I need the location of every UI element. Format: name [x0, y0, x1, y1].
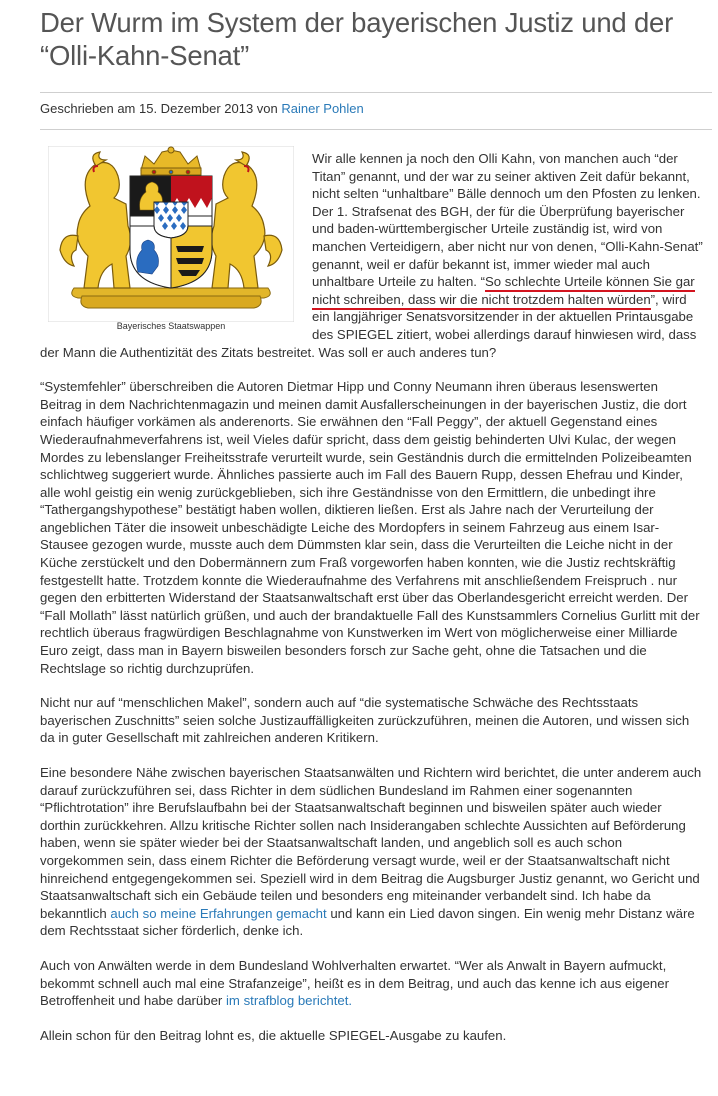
article-body [40, 150, 703, 1044]
paragraph-1-rest: ”, wird ein langjähriger Senatsvorsitzender in der aktuellen Printausgabe des SPIEGEL zitiert, wobei allerdings darauf hinwiesen wird, dass der Mann die Authentizität des Zitats bestreitet. Was soll er auch anderes tun? [40, 291, 697, 360]
coat-of-arms-image [48, 146, 294, 322]
paragraph-4 [40, 764, 703, 940]
paragraph-4-rest: und kann ein Lied davon singen. Ein wenig mehr Distanz wäre dem Rechtsstaat sicher förderlich, denke ich. [40, 905, 695, 939]
paragraph-4-text: Eine besondere Nähe zwischen bayerischen Staatsanwälten und Richtern wird berichtet, die unter anderem auch darauf zurückzuführen sei, dass Richter in dem südlichen Bundesland im Rahmen einer sogenannten “Pflichtrotation” ihre Berufslaufbahn bei der Staatsanwaltschaft beginnen und bisweilen später auch wieder dorthin zurückkehren. Allzu kritische Richter sollen nach Insiderangaben schlechte Aussichten auf Beförderung haben, wenn sie später wieder bei der Staatsanwaltschaft landen, und angeblich soll es auch schon vorgekommen sein, dass einem Richter die Beförderung versagt wurde, weil er der Staatsanwaltschaft nicht hinreichend entgegengekommen sei. Speziell wird in dem Beitrag die Augsburger Justiz genannt, wo Gericht und Staatsanwaltschaft sich ein Gebäude teilen und besonders eng miteinander verbandelt sind. Ich habe da bekanntlich [40, 765, 702, 921]
coat-of-arms-figure [46, 146, 296, 332]
highlighted-quote: So schlechte Urteile können Sie gar nicht schreiben, dass wir die nicht trotzdem halten würden [312, 274, 695, 310]
experiences-link[interactable]: auch so meine Erfahrungen gemacht [110, 905, 327, 921]
strafblog-link[interactable]: im strafblog berichtet. [226, 993, 353, 1009]
paragraph-2: “Systemfehler” überschreiben die Autoren Dietmar Hipp und Conny Neumann ihren überaus lesenswerten Beitrag in dem Nachrichtenmagazin und meinen damit Ausfallerscheinungen in der bayerischen Justiz, die dort einfach häufiger vorkämen als anderenorts. Sie erwähnen den “Fall Peggy”, der aktuell Gegenstand eines Wiederaufnahmeverfahrens ist, weil Vieles dafür spricht, dass dem geistig behinderten Ulvi Kulac, der wegen Mordes zu lebenslanger Freiheitsstrafe verurteilt wurde, sein Geständnis durch die ermittelnden Polizeibeamten schlichtweg suggeriert wurde. Ähnliches passierte auch im Fall des Bauern Rupp, dessen Ehefrau und Kinder, alle wohl geistig ein wenig zurückgeblieben, sich ihre Geständnisse von den Ermittlern, die unbedingt ihre “Tathergangshypothese” bestätigt haben wollen, diktieren ließen. Erst als Jahre nach der Verurteilung der angeblichen Täter die insoweit unbeschädigte Leiche des Mordopfers in seinem Fahrzeug aus einem Isar-Stausee gezogen wurde, musste auch dem Dümmsten klar sein, dass die Verurteilten die Leiche nicht in der Küche zerstückelt und den Dobermännern zum Fraß vorgeworfen haben konnten, wie die Justiz rechtskräftig festgestellt hatte. Trotzdem konnte die Wiederaufnahme des Verfahrens mit anschließendem Freispruch . nur gegen den erbitterten Widerstand der Staatsanwaltschaft erst über das Oberlandesgericht erreicht werden. Der “Fall Mollath” lässt natürlich grüßen, und auch der brandaktuelle Fall des Kunstsammlers Cornelius Gurlitt mit der rechtlich überaus fragwürdigen Beschlagnahme von Kunstwerken im Wert von möglicherweise einer Milliarde Euro zeigt, dass man in Bayern bisweilen besonders forsch zur Sache geht, ohne die Tatsachen und die Rechtslage so richtig durchzuprüfen. [40, 379, 700, 676]
article-meta [40, 101, 712, 117]
paragraph-6: Allein schon für den Beitrag lohnt es, die aktuelle SPIEGEL-Ausgabe zu kaufen. [40, 1027, 507, 1043]
divider-top [40, 92, 712, 93]
paragraph-1-text: Wir alle kennen ja noch den Olli Kahn, von manchen auch “der Titan” genannt, und der war zu seiner aktiven Zeit dafür bekannt, nicht selten “unhaltbare” Bälle dennoch um den Pfosten zu lenken. Der 1. Strafsenat des BGH, der für die Überprüfung bayerischer und baden-württembergischer Urteile zuständig ist, wird von manchen Verteidigern, aber nicht nur von denen, “Olli-Kahn-Senat” genannt, weil er dafür bekannt ist, immer wieder mal auch unhaltbare Urteile zu halten. “ [312, 151, 703, 290]
paragraph-5 [40, 957, 703, 1010]
meta-date-text: Geschrieben am 15. Dezember 2013 von [40, 101, 282, 116]
article-title: Der Wurm im System der bayerischen Justiz und der “Olli-Kahn-Senat” [40, 7, 674, 71]
paragraph-3: Nicht nur auf “menschlichen Makel”, sondern auch auf “die systematische Schwäche des Rechtsstaats bayerischen Zuschnitts” seien solche Justizauffälligkeiten zurückzuführen, meinen die Autoren, und wissen sich da in guter Gesellschaft mit zahlreichen anderen Kritikern. [40, 695, 690, 746]
paragraph-5-text: Auch von Anwälten werde in dem Bundesland Wohlverhalten erwartet. “Wer als Anwalt in Bayern aufmuckt, bekommt schnell auch mal eine Strafanzeige”, heißt es in dem Beitrag, und auch das kenne ich aus eigener Betroffenheit und habe darüber [40, 957, 669, 1009]
figure-caption: Bayerisches Staatswappen [116, 321, 226, 331]
divider-bottom [40, 129, 712, 130]
author-link[interactable]: Rainer Pohlen [281, 101, 364, 116]
